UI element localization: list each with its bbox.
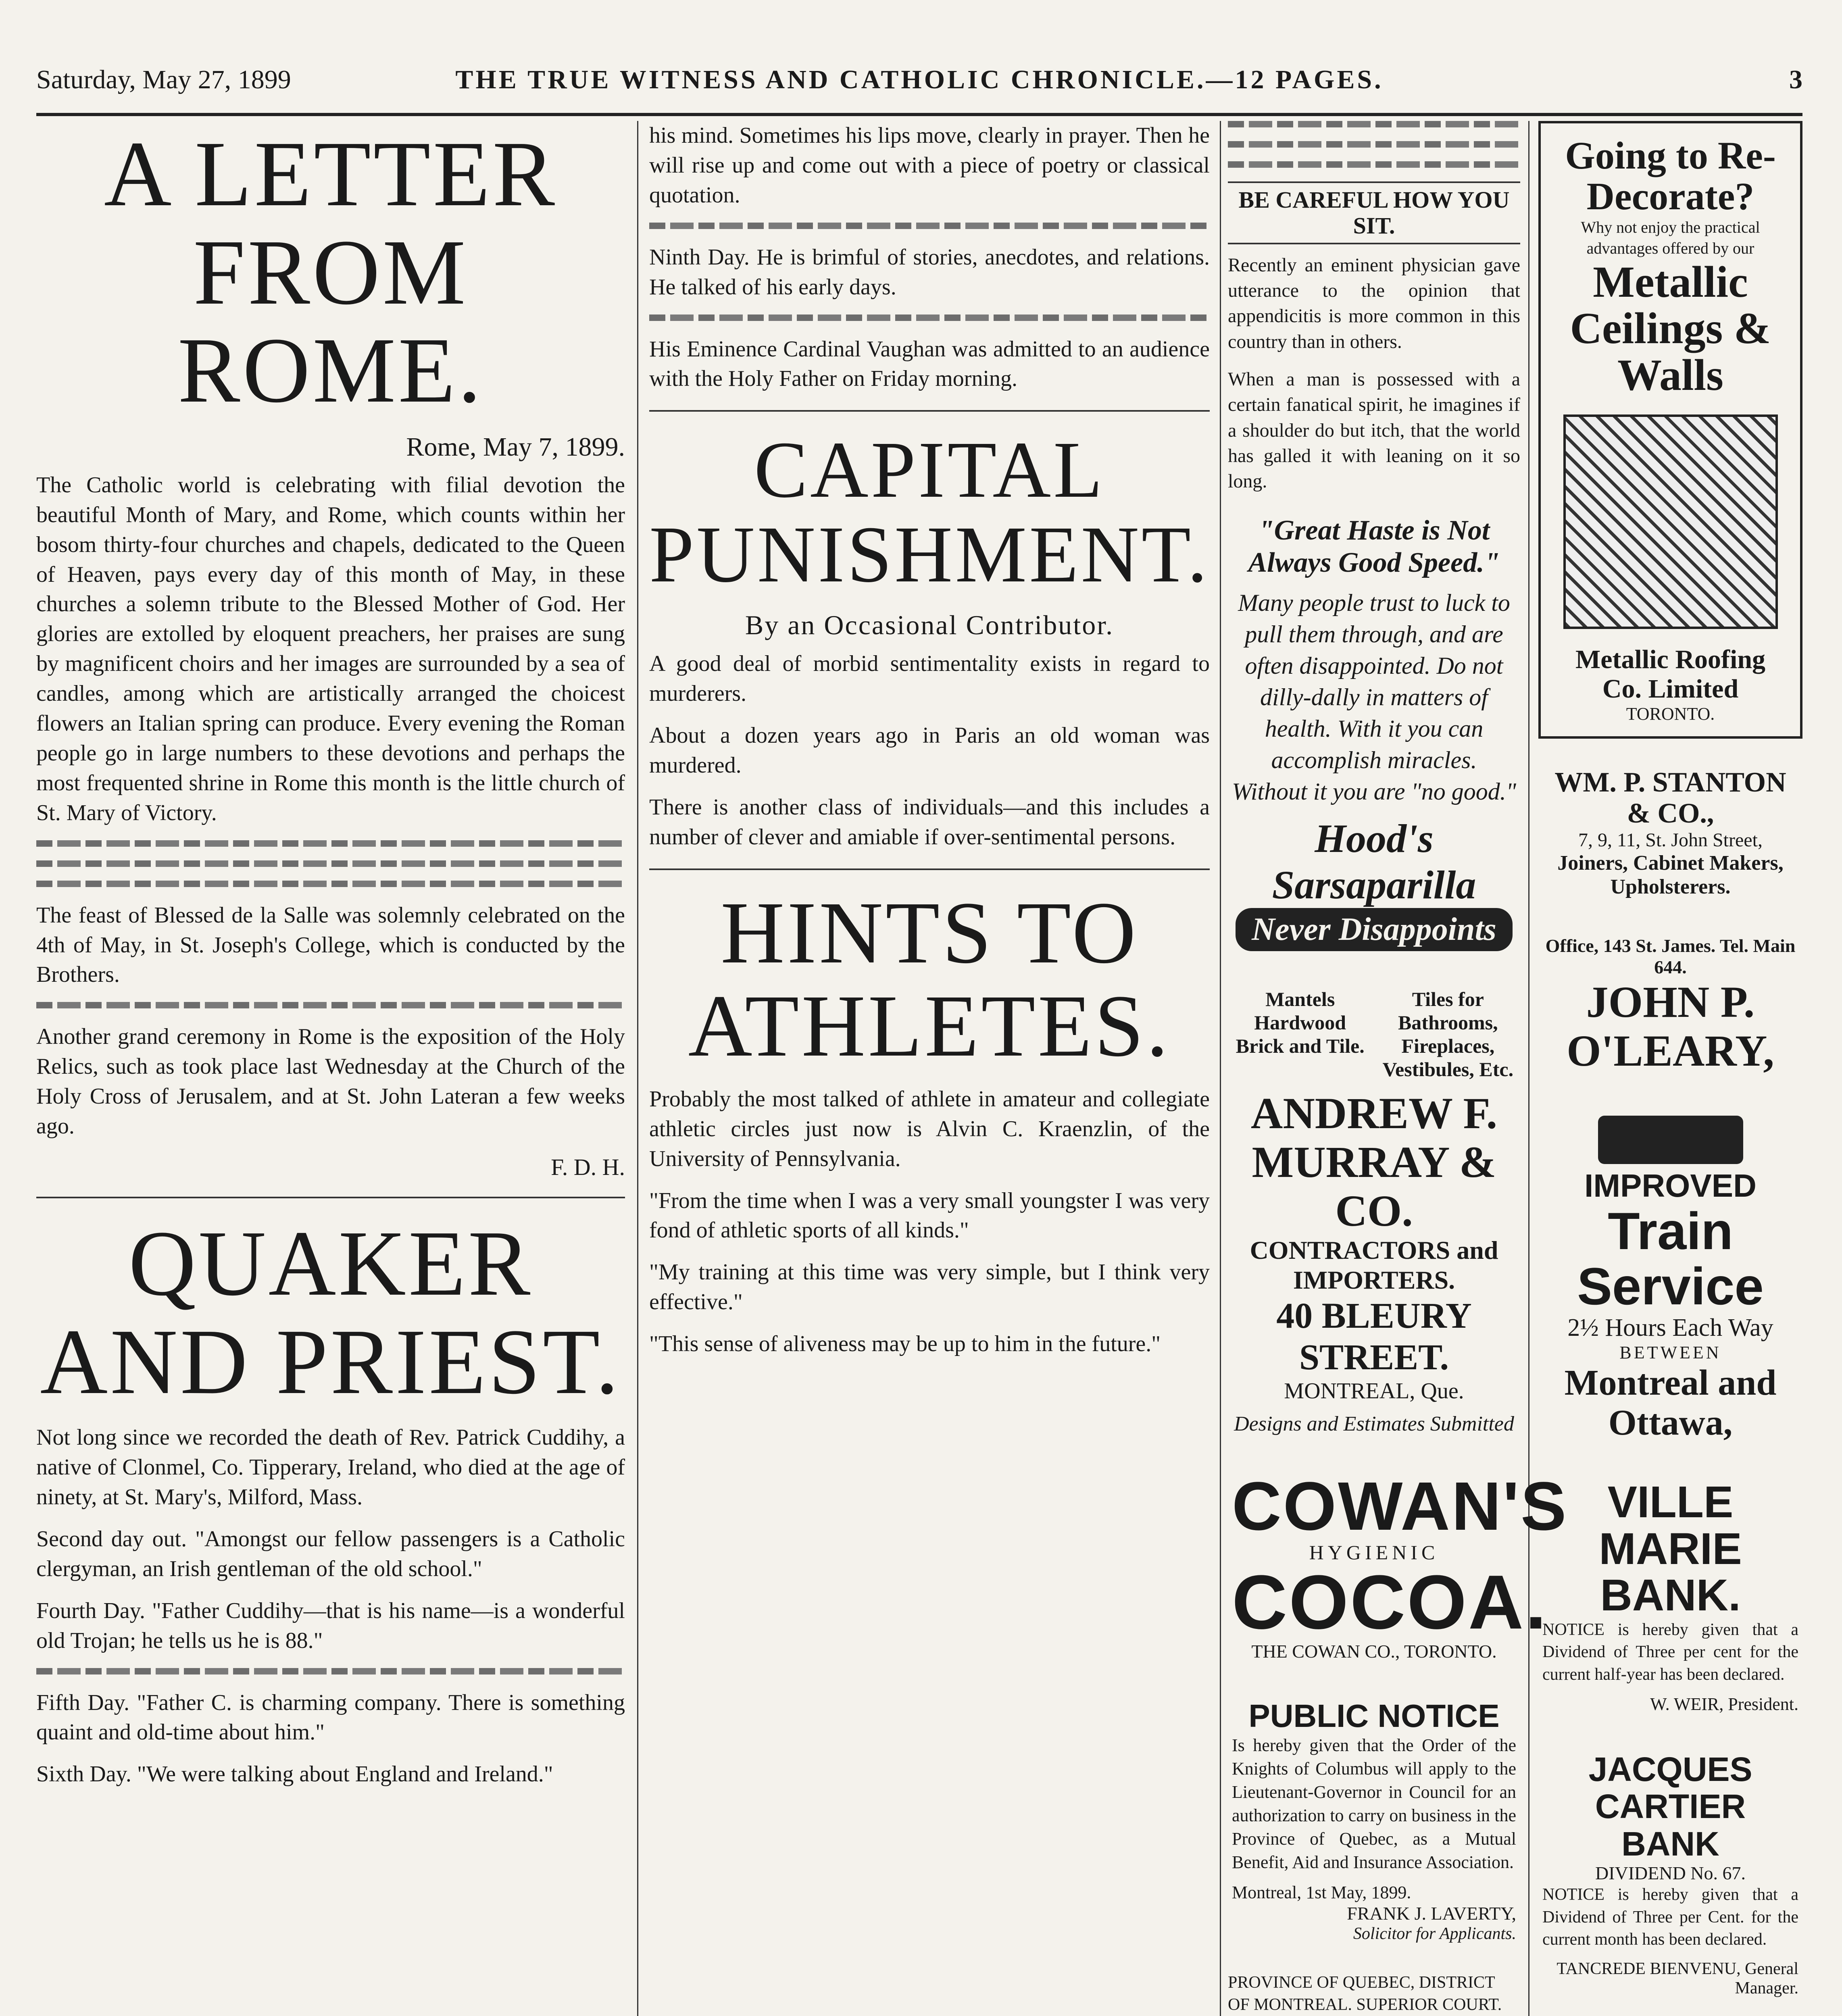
murray-footer: Designs and Estimates Submitted [1234,1412,1514,1435]
ville-marie-signature: W. WEIR, President. [1650,1694,1798,1714]
notice-signature-title: Solicitor for Applicants. [1353,1924,1516,1943]
unreadable-text [36,860,625,867]
hoods-banner: Never Disappoints [1236,908,1513,951]
murray-left: Mantels Hardwood Brick and Tile. [1236,987,1365,1057]
stanton-company: WM. P. STANTON & CO., [1554,767,1786,829]
ceiling-tile-illustration [1563,414,1778,629]
unreadable-text [1228,161,1520,168]
ville-marie-advertisement [1538,1471,1802,1722]
quaker-paragraph: Fourth Day. "Father Cuddihy—that is his name—is a wonderful old Trojan; he tells us he is 88." [36,1598,625,1653]
athletes-paragraph: "My training at this time was very simple, but I think very effective." [649,1260,1210,1315]
cartier-subtitle: DIVIDEND No. 67. [1595,1863,1746,1884]
court-notice: PROVINCE OF QUEBEC, DISTRICT OF MONTREAL. SUPERIOR COURT. [1228,1973,1502,2014]
unreadable-text [36,840,625,847]
stanton-address: 7, 9, 11, St. John Street, [1578,829,1763,851]
oleary-advertisement [1538,927,1802,1083]
right-middle-column [1228,121,1568,2016]
cowans-advertisement [1228,1464,1568,1670]
stanton-trades: Joiners, Cabinet Makers, Upholsterers. [1557,852,1784,899]
athletes-paragraph: "From the time when I was a very small youngster I was very fond of athletic sports of all kinds." [649,1188,1210,1243]
section-rule [649,410,1210,412]
metallic-company: Metallic Roofing Co. Limited [1575,645,1766,704]
ville-marie-body: NOTICE is hereby given that a Dividend of Three per cent for the current half-year has been declared. [1542,1620,1798,1684]
rome-paragraph: The feast of Blessed de la Salle was solemnly celebrated on the 4th of May, in St. Joseph's College, which is conducted by the Brothers. [36,902,625,987]
middle-column [649,121,1210,2016]
hoods-headline: "Great Haste is Not Always Good Speed." [1248,514,1500,578]
cowans-product: COCOA. [1232,1559,1548,1645]
quaker-headline: QUAKER AND PRIEST. [40,1212,621,1414]
page-number: 3 [1789,65,1802,94]
train-title: Train Service [1577,1202,1764,1316]
unreadable-text [1228,121,1520,127]
murray-city: MONTREAL, Que. [1284,1378,1464,1404]
section-rule [649,868,1210,870]
column-divider [637,121,638,2016]
cartier-body: NOTICE is hereby given that a Dividend of Three per Cent. for the current month has been declared. [1542,1885,1798,1949]
careful-headline: BE CAREFUL HOW YOU SIT. [1228,181,1520,244]
middle-paragraph: his mind. Sometimes his lips move, clearly in prayer. Then he will rise up and come out with a piece of poetry or classical quotation. [649,123,1210,208]
rome-signature: F. D. H. [551,1154,625,1180]
careful-paragraph: Recently an eminent physician gave utterance to the opinion that appendicitis is more common in this country than in others. [1228,254,1520,352]
train-between: BETWEEN [1619,1343,1721,1363]
cowans-subtitle: HYGIENIC [1309,1541,1439,1564]
left-column [36,121,625,2016]
notice-title: PUBLIC NOTICE [1248,1697,1500,1734]
middle-paragraph: His Eminence Cardinal Vaughan was admitted to an audience with the Holy Father on Friday morning. [649,336,1210,392]
column-divider [1528,121,1529,2016]
metallic-advertisement [1538,121,1802,739]
column-divider [1220,121,1221,2016]
rome-dateline: Rome, May 7, 1899. [406,432,625,462]
unreadable-text [36,881,625,887]
metallic-title: Going to Re-Decorate? [1565,134,1776,218]
careful-paragraph: When a man is possessed with a certain fanatical spirit, he imagines if a shoulder do but itch, that the world has galled it with leaning on it so long. [1228,369,1520,492]
notice-date: Montreal, 1st May, 1899. [1232,1883,1411,1903]
masthead: THE TRUE WITNESS AND CATHOLIC CHRONICLE.—12 PAGES. [455,65,1384,94]
metallic-product: Metallic Ceilings & Walls [1570,257,1771,400]
capital-headline: CAPITAL PUNISHMENT. [649,425,1210,600]
murray-advertisement [1228,979,1520,1444]
cartier-advertisement [1538,1743,1802,2006]
stanton-advertisement [1538,759,1802,907]
notice-signature: FRANK J. LAVERTY, [1347,1903,1516,1924]
athletes-paragraph: "This sense of aliveness may be up to him in the future." [649,1331,1161,1357]
murray-address: 40 BLEURY STREET. [1276,1295,1472,1377]
quaker-paragraph: Not long since we recorded the death of Rev. Patrick Cuddihy, a native of Clonmel, Co. Tipperary, Ireland, who died at the age of ninety, at St. Mary's, Milford, Mass. [36,1425,625,1510]
unreadable-text [649,314,1210,321]
unreadable-text [1228,141,1520,148]
right-column [1538,121,1802,2016]
quaker-paragraph: Fifth Day. "Father C. is charming company. There is something quaint and old-time about him." [36,1690,625,1745]
quaker-paragraph: Second day out. "Amongst our fellow passengers is a Catholic clergyman, an Irish gentleman of the old school." [36,1526,625,1581]
unreadable-text [36,1002,625,1008]
cartier-title: JACQUES CARTIER BANK [1588,1750,1752,1863]
train-icon [1598,1116,1743,1164]
hoods-body: Many people trust to luck to pull them through, and are often disappointed. Do not dilly-dally in matters of health. With it you can accomplish miracles. Without it you are "no good." [1232,589,1516,805]
section-rule [36,1197,625,1198]
issue-date: Saturday, May 27, 1899 [36,65,291,94]
murray-subtitle: CONTRACTORS and IMPORTERS. [1250,1235,1498,1294]
quaker-paragraph: Sixth Day. "We were talking about England and Ireland." [36,1762,553,1787]
capital-paragraph: There is another class of individuals—and this includes a number of clever and amiable if over-sentimental persons. [649,794,1210,850]
murray-right: Tiles for Bathrooms, Fireplaces, Vestibules, Etc. [1382,987,1514,1081]
rome-paragraph: Another grand ceremony in Rome is the exposition of the Holy Relics, such as took place last Wednesday at the Church of the Holy Cross of Jerusalem, and at St. John Lateran a few weeks ago. [36,1024,625,1139]
hoods-advertisement [1228,506,1520,959]
train-advertisement [1538,1104,1802,1451]
notice-body: Is hereby given that the Order of the Knights of Columbus will apply to the Lieutenant-Governor in Council for an authorization to carry on business in the Province of Quebec, as a Mutual Benefit, Aid and Insurance Association. [1232,1735,1516,1872]
athletes-paragraph: Probably the most talked of athlete in amateur and collegiate athletic circles just now is Alvin C. Kraenzlin, of the University of Pennsylvania. [649,1086,1210,1171]
public-notice [1228,1690,1520,1951]
unreadable-text [649,223,1210,229]
capital-byline: By an Occasional Contributor. [745,610,1114,641]
header-rule [36,113,1802,116]
unreadable-text [36,1668,625,1674]
train-route: Montreal and Ottawa, [1564,1363,1777,1443]
middle-paragraph: Ninth Day. He is brimful of stories, anecdotes, and relations. He talked of his early days. [649,244,1210,300]
cowans-company: THE COWAN CO., TORONTO. [1251,1641,1497,1662]
oleary-name: JOHN P. O'LEARY, [1567,977,1774,1076]
murray-company: ANDREW F. MURRAY & CO. [1250,1088,1498,1235]
train-improved: IMPROVED [1584,1168,1757,1204]
cartier-signature: TANCREDE BIENVENU, General Manager. [1557,1959,1798,1997]
train-hours: 2½ Hours Each Way [1567,1314,1773,1342]
capital-paragraph: A good deal of morbid sentimentality exists in regard to murderers. [649,651,1210,706]
rome-paragraph: The Catholic world is celebrating with filial devotion the beautiful Month of Mary, and Rome, which counts within her bosom thirty-four churches and chapels, dedicated to the Queen of Heaven, pays every day of this month of May, in these churches a solemn tribute to the Blessed Mother of God. Her glories are extolled by eloquent preachers, her praises are sung by magnificent choirs and her images are surrounded by a sea of candles, among which are artistically arranged the choicest flowers an Italian spring can produce. Every evening the Roman people go in large numbers to these devotions and perhaps the most frequented shrine in Rome this month is the little church of St. Mary of Victory. [36,472,625,825]
page-header [36,52,1802,113]
ville-marie-title: VILLE MARIE BANK. [1599,1477,1742,1620]
oleary-detail: Office, 143 St. James. Tel. Main 644. [1545,935,1796,978]
rome-headline: A LETTER FROM ROME. [104,122,558,423]
capital-paragraph: About a dozen years ago in Paris an old woman was murdered. [649,723,1210,778]
cowans-brand: COWAN'S [1232,1468,1568,1545]
athletes-headline: HINTS TO ATHLETES. [688,883,1171,1075]
metallic-city: TORONTO. [1626,704,1715,724]
metallic-tagline: Why not enjoy the practical advantages offered by our [1581,218,1760,257]
hoods-brand: Hood's Sarsaparilla [1272,816,1476,907]
